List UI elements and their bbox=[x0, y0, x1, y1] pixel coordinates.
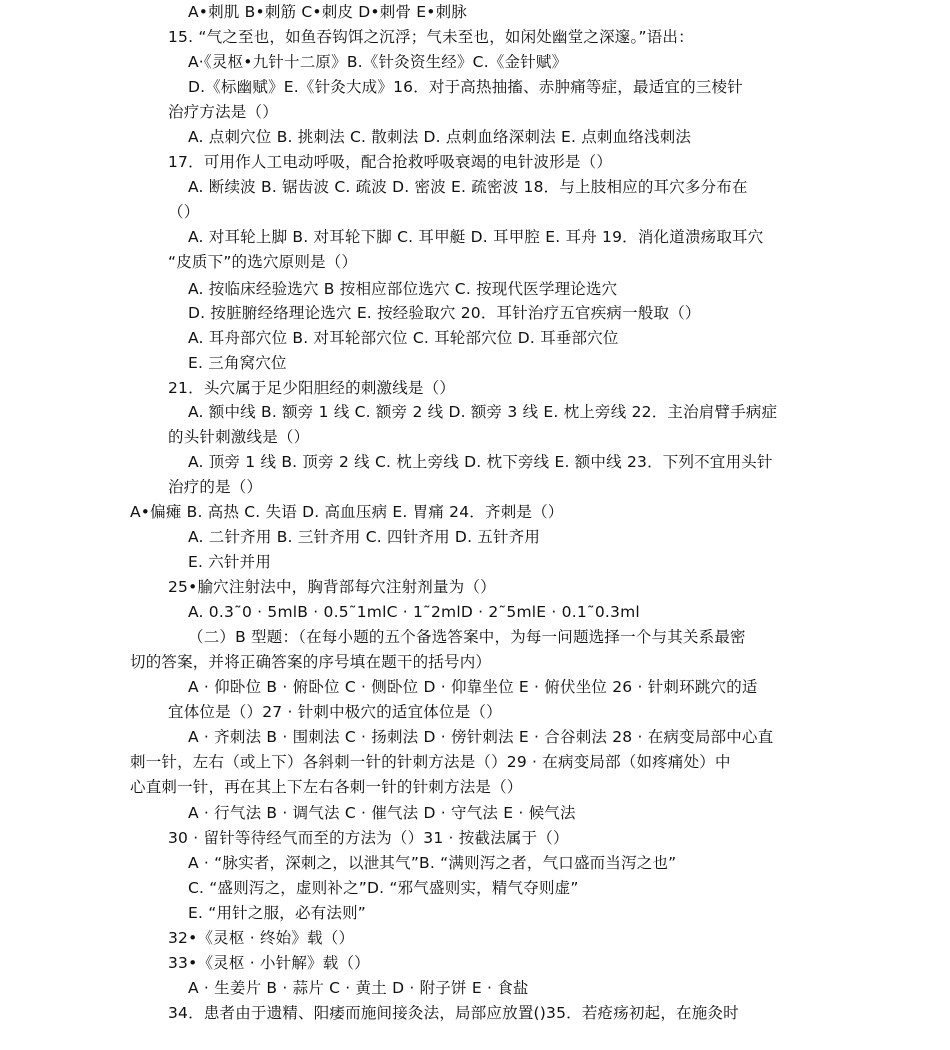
text-line: 治疗的是（） bbox=[168, 478, 263, 496]
text-line: A. 按临床经验选穴 B 按相应部位选穴 C. 按现代医学理论选穴 bbox=[188, 280, 618, 298]
text-line: 34．患者由于遗精、阳痿而施间接灸法，局部应放置()35．若疮疡初起，在施灸时 bbox=[168, 1004, 739, 1022]
text-line: 30 · 留针等待经气而至的方法为（）31 · 按截法属于（） bbox=[168, 829, 569, 847]
text-line: 21．头穴属于足少阳胆经的刺激线是（） bbox=[168, 379, 456, 397]
text-line: A•偏瘫 B. 高热 C. 失语 D. 高血压病 E. 胃痛 24．齐刺是（） bbox=[130, 503, 564, 521]
text-line: A. 额中线 B. 额旁 1 线 C. 额旁 2 线 D. 额旁 3 线 E. 枕上旁线 22．主治肩臂手病症 bbox=[188, 403, 778, 421]
text-line: E. 六针并用 bbox=[188, 553, 272, 571]
text-line: D. 按脏腑经络理论选穴 E. 按经验取穴 20．耳针治疗五官疾病一般取（） bbox=[188, 304, 701, 322]
text-line: （二）B 型题：（在每小题的五个备选答案中，为每一问题选择一个与其关系最密 bbox=[188, 628, 746, 646]
text-line: 的头针刺激线是（） bbox=[168, 428, 310, 446]
text-line: A · 行气法 B · 调气法 C · 催气法 D · 守气法 E · 候气法 bbox=[188, 804, 576, 822]
text-line: A · 仰卧位 B · 俯卧位 C · 侧卧位 D · 仰靠坐位 E · 俯伏坐位 26 · 针刺环跳穴的适 bbox=[188, 678, 758, 696]
text-line: A · “脉实者，深刺之，以泄其气”B. “满则泻之者，气口盛而当泻之也” bbox=[188, 854, 677, 872]
text-line: A. 点刺穴位 B. 挑刺法 C. 散刺法 D. 点刺血络深刺法 E. 点刺血络浅刺法 bbox=[188, 128, 692, 146]
text-line: A. 耳舟部穴位 B. 对耳轮部穴位 C. 耳轮部穴位 D. 耳垂部穴位 bbox=[188, 329, 619, 347]
text-line: A. 顶旁 1 线 B. 顶旁 2 线 C. 枕上旁线 D. 枕下旁线 E. 额中线 23．下列不宜用头针 bbox=[188, 453, 773, 471]
text-line: A. 断续波 B. 锯齿波 C. 疏波 D. 密波 E. 疏密波 18．与上肢相应的耳穴多分布在 bbox=[188, 178, 748, 196]
text-line: 刺一针，左右（或上下）各斜刺一针的针刺方法是（）29 · 在病变局部（如疼痛处）中 bbox=[130, 753, 731, 771]
text-line: D.《标幽赋》E.《针灸大成》16．对于高热抽搐、赤肿痛等症，最适宜的三棱针 bbox=[188, 78, 743, 96]
text-line: A. 二针齐用 B. 三针齐用 C. 四针齐用 D. 五针齐用 bbox=[188, 528, 541, 546]
text-line: 治疗方法是（） bbox=[168, 103, 278, 121]
text-line: A·《灵枢•九针十二原》B.《针灸资生经》C.《金针赋》 bbox=[188, 53, 568, 71]
text-line: 17．可用作人工电动呼吸，配合抢救呼吸衰竭的电针波形是（） bbox=[168, 153, 613, 171]
text-line: （） bbox=[168, 203, 200, 221]
text-line: C. “盛则泻之，虚则补之”D. “邪气盛则实，精气夺则虚” bbox=[188, 879, 579, 897]
text-line: A · 生姜片 B · 蒜片 C · 黄土 D · 附子饼 E · 食盐 bbox=[188, 979, 529, 997]
text-line: 心直刺一针，再在其上下左右各刺一针的针刺方法是（） bbox=[130, 778, 523, 796]
text-line: A•刺肌 B•刺筋 C•刺皮 D•刺骨 E•刺脉 bbox=[188, 3, 468, 21]
text-line: 宜体位是（）27 · 针刺中极穴的适宜体位是（） bbox=[168, 703, 502, 721]
text-line: E. “用针之服，必有法则” bbox=[188, 904, 367, 922]
text-line: 15. “气之至也，如鱼吞钩饵之沉浮；气未至也，如闲处幽堂之深邃。”语出： bbox=[168, 28, 694, 46]
text-line: 25•腧穴注射法中，胸背部每穴注射剂量为（） bbox=[168, 578, 496, 596]
text-line: “皮质下”的选穴原则是（） bbox=[168, 253, 358, 271]
text-line: A. 对耳轮上脚 B. 对耳轮下脚 C. 耳甲艇 D. 耳甲腔 E. 耳舟 19．消化道溃疡取耳穴 bbox=[188, 228, 764, 246]
text-line: A. 0.3˜0 · 5mlB · 0.5˜1mlC · 1˜2mlD · 2˜5mlE · 0.1˜0.3ml bbox=[188, 603, 640, 621]
text-line: 33•《灵枢 · 小针解》载（） bbox=[168, 954, 370, 972]
text-line: A · 齐刺法 B · 围刺法 C · 扬刺法 D · 傍针刺法 E · 合谷刺法 28 · 在病变局部中心直 bbox=[188, 728, 774, 746]
text-line: E. 三角窝穴位 bbox=[188, 354, 287, 372]
text-line: 32•《灵枢 · 终始》载（） bbox=[168, 929, 355, 947]
text-line: 切的答案，并将正确答案的序号填在题干的括号内） bbox=[130, 653, 492, 671]
